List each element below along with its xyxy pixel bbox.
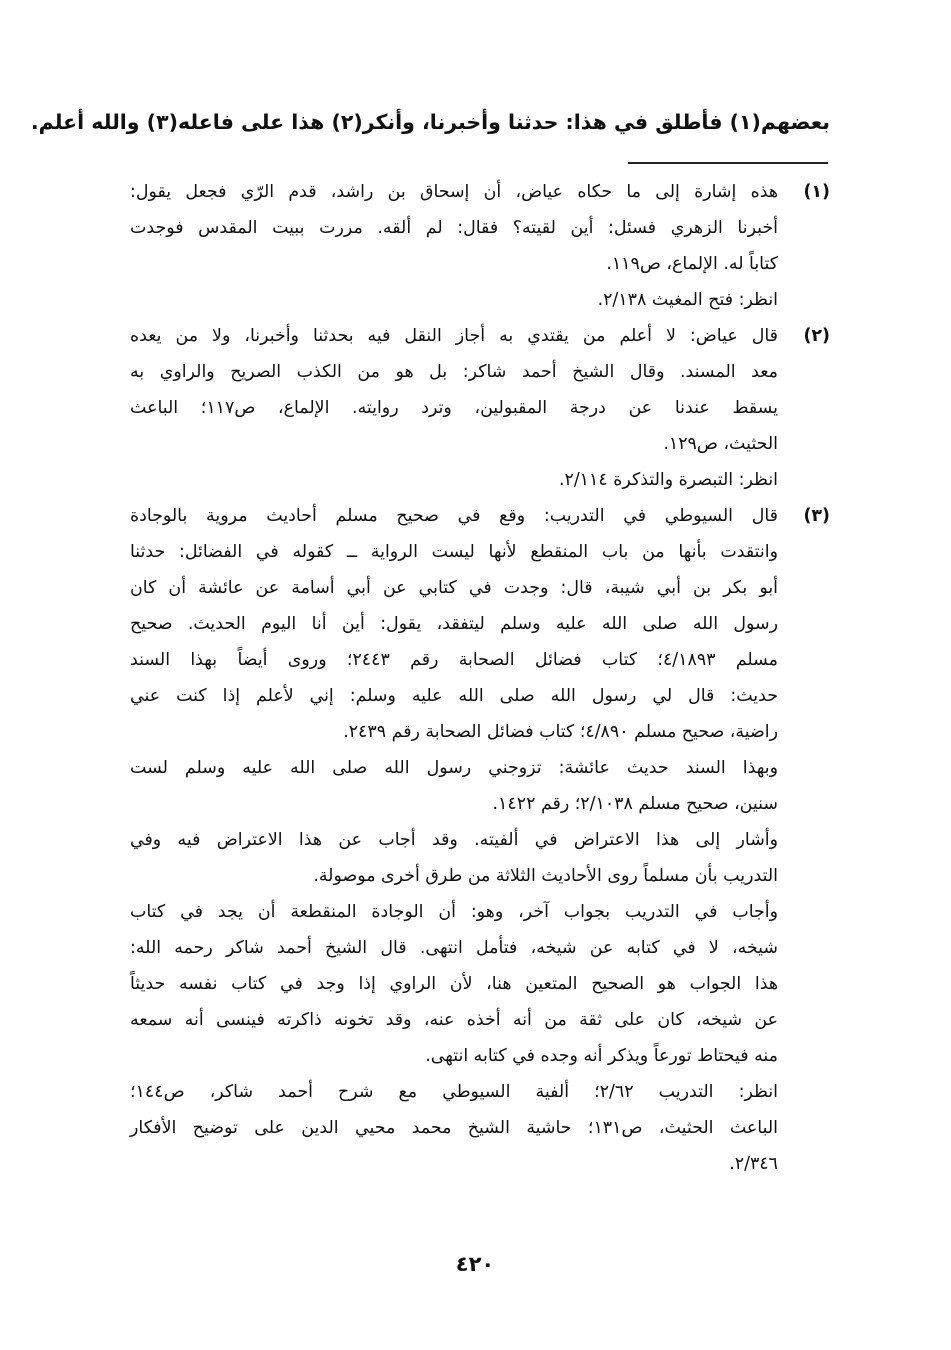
footnote-line: وأشار إلى هذا الاعتراض في ألفيته. وقد أجاب عن هذا الاعتراض فيه وفي [130,830,778,850]
footnote-line: راضية، صحيح مسلم ٤/٨٩٠؛ كتاب فضائل الصحابة رقم ٢٤٣٩. [343,722,778,742]
footnote-line: انظر: فتح المغيث ٢/١٣٨. [597,290,778,310]
footnote-line: سنين، صحيح مسلم ٢/١٠٣٨؛ رقم ١٤٢٢. [492,794,778,814]
footnote-line: وأجاب في التدريب بجواب آخر، وهو: أن الوجادة المنقطعة أن يجد في كتاب [130,902,778,922]
footnote-line: رسول الله صلى الله عليه وسلم ليتفقد، يقول: أين أنا اليوم الحديث. صحيح [130,614,778,634]
footnote-line: أبو بكر بن أبي شيبة، قال: وجدت في كتابي عن أبي أسامة عن عائشة أن كان [130,578,778,598]
footnote-line: وانتقدت بأنها من باب المنقطع لأنها ليست الرواية ــ كقوله في الفضائل: حدثنا [130,542,778,562]
footnote-line: انظر: التبصرة والتذكرة ٢/١١٤. [558,470,778,490]
footnote-line: الباعث الحثيث، ص١٣١؛ حاشية الشيخ محمد محيي الدين على توضيح الأفكار [130,1118,778,1138]
footnote-line: يسقط عندنا عن درجة المقبولين، وترد روايته. الإلماع، ص١١٧؛ الباعث [130,398,779,418]
footnote-number: (٣) [803,506,830,526]
footnote-line: وبهذا السند حديث عائشة: تزوجني رسول الله صلى الله عليه وسلم لست [130,758,778,778]
main-text-line: بعضهم(١) فأطلق في هذا: حدثنا وأخبرنا، وأنكر(٢) هذا على فاعله(٣) والله أعلم. [30,110,830,134]
footnote-line: قال السيوطي في التدريب: وقع في صحيح مسلم أحاديث مروية بالوجادة [130,506,778,526]
footnote-line: حديث: قال لي رسول الله صلى الله عليه وسلم: إني لأعلم إذا كنت عني [130,686,778,706]
footnote-line: الحثيث، ص١٢٩. [663,434,778,454]
footnote-3 [130,498,830,1182]
footnote-line: قال عياض: لا أعلم من يقتدي به أجاز النقل فيه بحدثنا وأخبرنا، ولا من يعده [130,326,778,346]
footnote-separator [628,162,828,164]
footnote-2 [130,318,830,498]
footnote-line: انظر: التدريب ٢/٦٢؛ ألفية السيوطي مع شرح أحمد شاكر، ص١٤٤؛ [130,1082,778,1102]
footnote-line: ٢/٣٤٦. [729,1154,778,1174]
footnote-line: عن شيخه، كان على ثقة من أنه أخذه عنه، وقد تخونه ذاكرته فينسى أنه سمعه [130,1010,778,1030]
footnote-line: أخبرنا الزهري فسئل: أين لقيته؟ فقال: لم ألقه. مررت ببيت المقدس فوجدت [130,218,778,238]
page-number: ٤٢٠ [455,1252,495,1276]
footnote-line: التدريب بأن مسلماً روى الأحاديث الثلاثة من طرق أخرى موصولة. [313,866,778,886]
footnote-line: معد المسند. وقال الشيخ أحمد شاكر: بل هو من الكذب الصريح والراوي به [130,362,778,382]
footnote-number: (١) [803,182,830,202]
footnote-1 [130,174,830,318]
footnote-line: كتاباً له. الإلماع، ص١١٩. [606,254,778,274]
footnote-line: هذا الجواب هو الصحيح المتعين هنا، لأن الراوي إذا وجد في كتاب نفسه حديثاً [130,974,778,994]
footnote-line: مسلم ٤/١٨٩٣؛ كتاب فضائل الصحابة رقم ٢٤٤٣؛ وروى أيضاً بهذا السند [130,650,778,670]
footnote-line: منه فيحتاط تورعاً ويذكر أنه وجده في كتابه انتهى. [425,1046,778,1066]
footnotes [130,174,830,1182]
footnote-number: (٢) [803,326,830,346]
footnote-line: هذه إشارة إلى ما حكاه عياض، أن إسحاق بن راشد، قدم الرّي فجعل يقول: [130,182,778,202]
footnote-line: شيخه، لا في كتابه عن شيخه، فتأمل انتهى. قال الشيخ أحمد شاكر رحمه الله: [130,938,778,958]
